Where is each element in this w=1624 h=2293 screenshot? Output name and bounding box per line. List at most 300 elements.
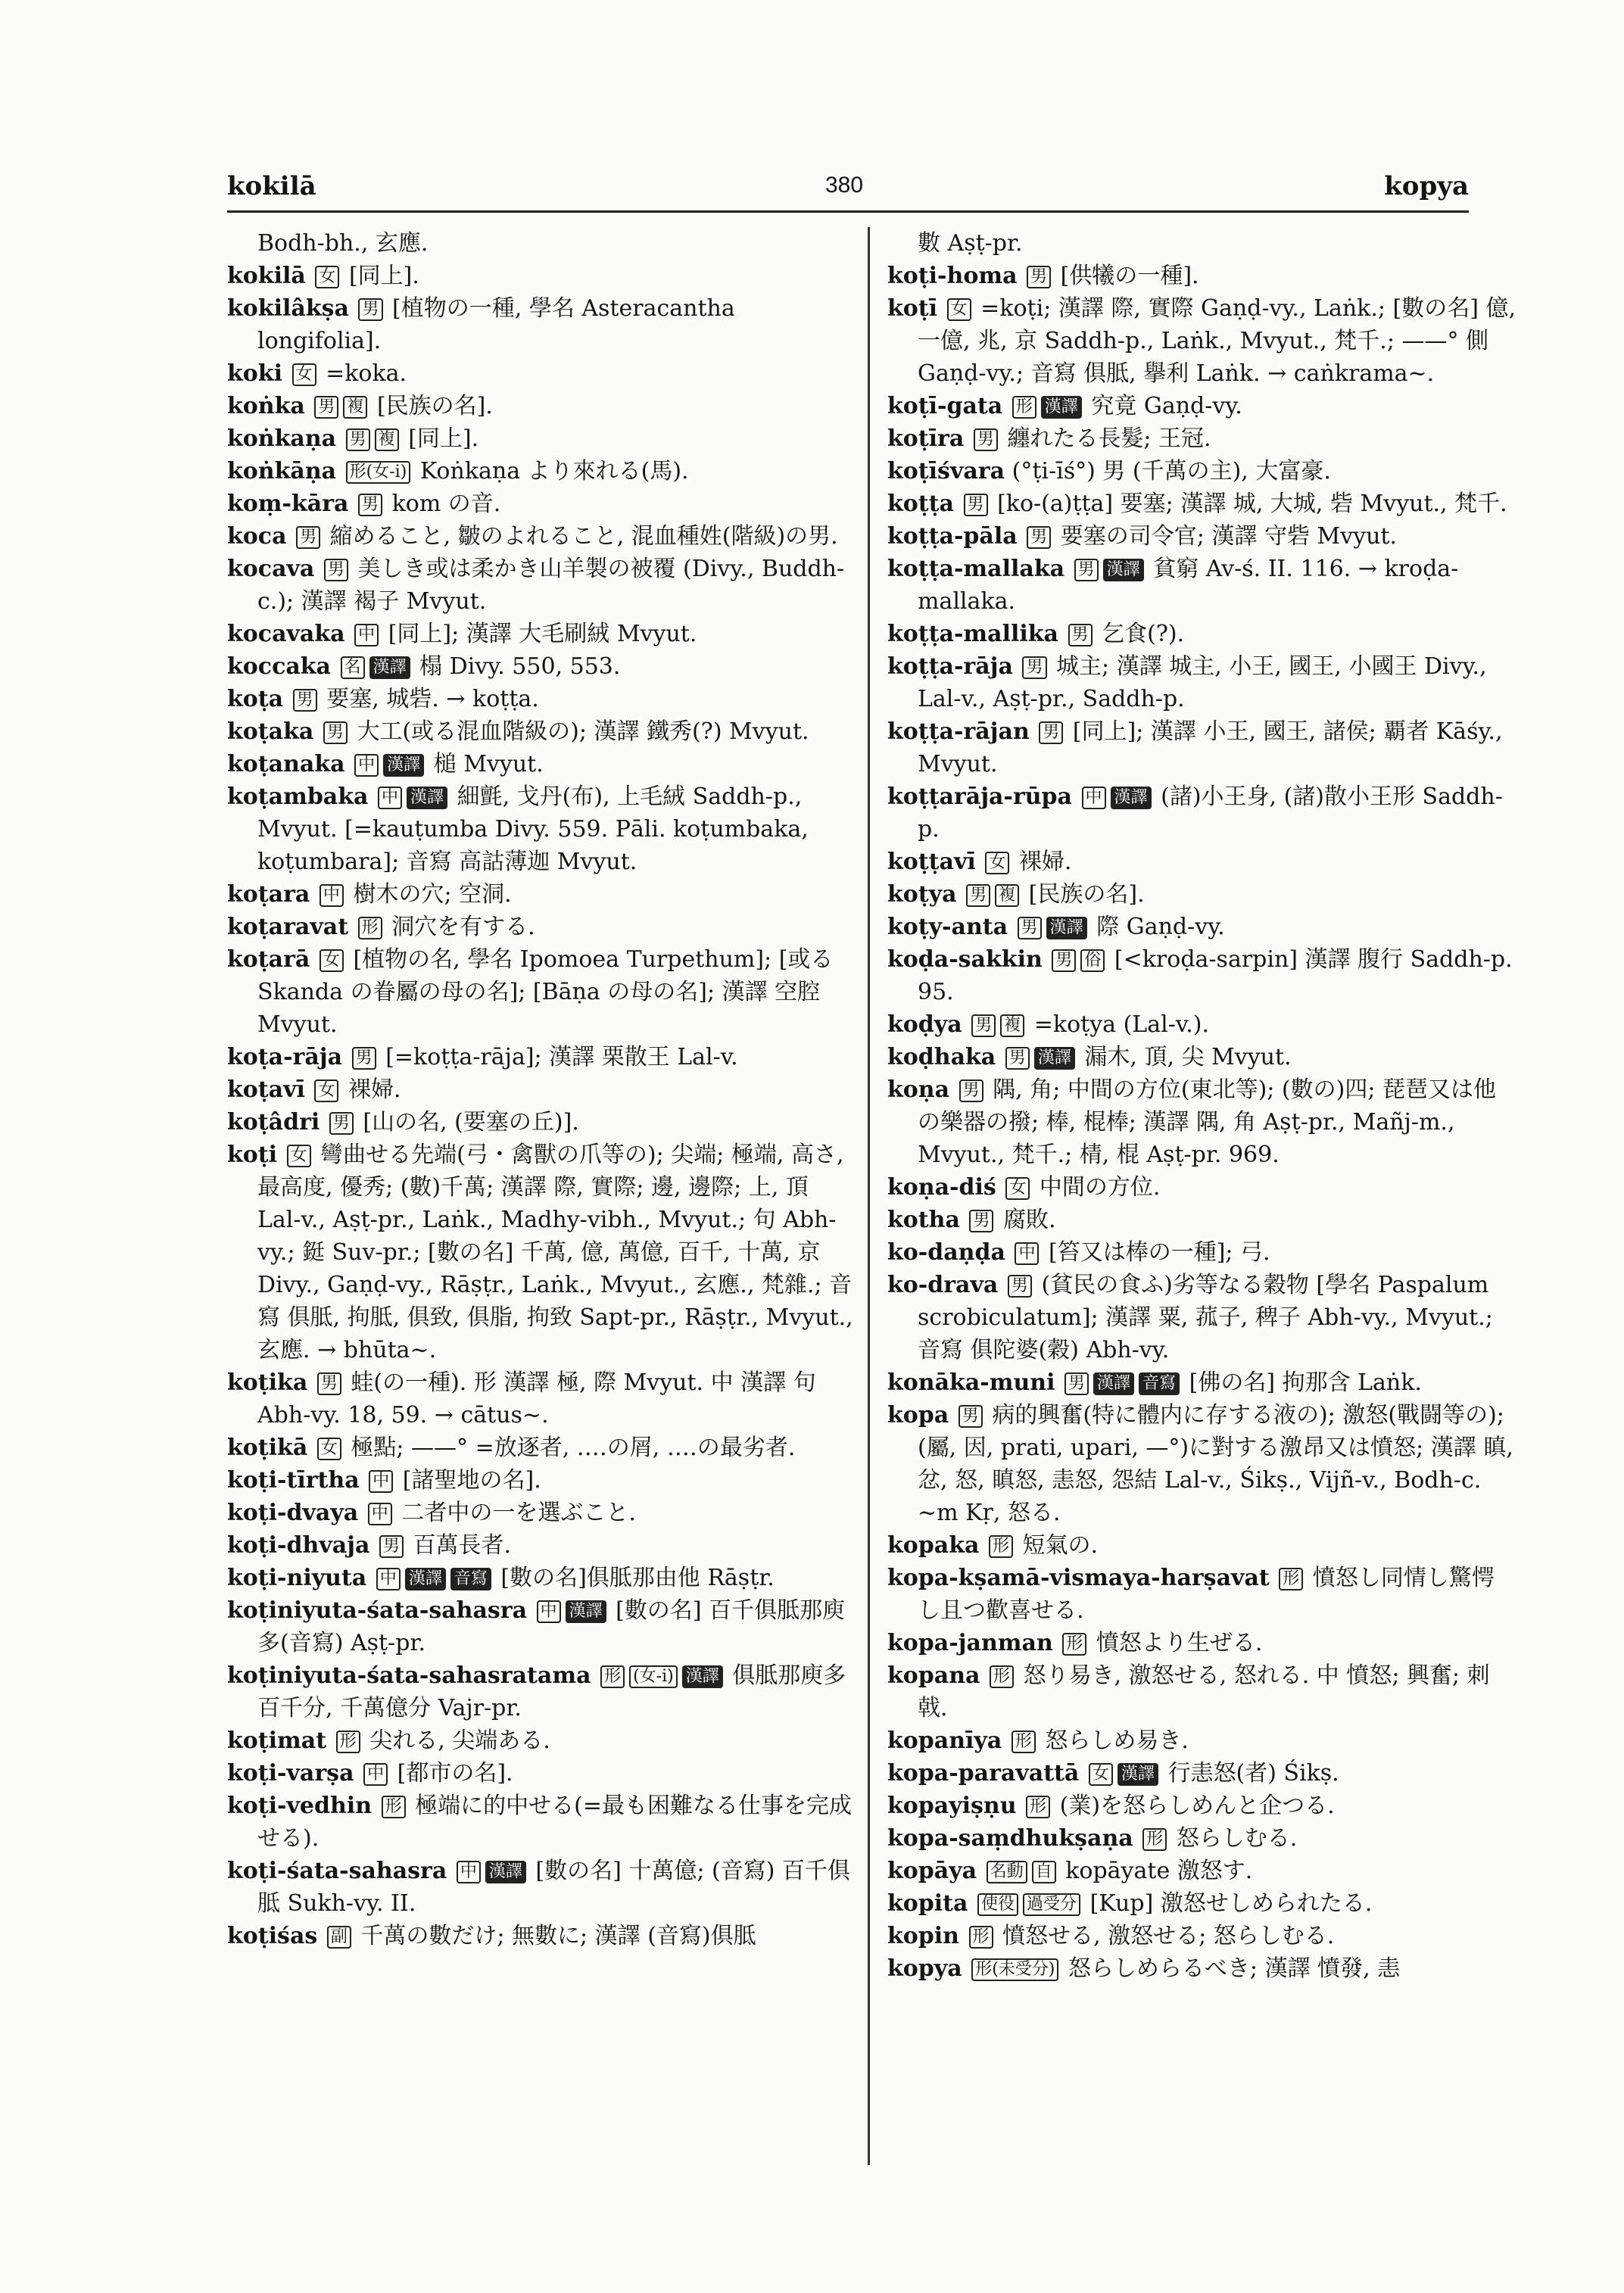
- dictionary-entry: [887, 1562, 1516, 1627]
- definition-text: [供犧の一種].: [1060, 263, 1199, 289]
- dictionary-entry: [227, 260, 856, 292]
- definition-text: 要塞, 城砦. → koṭṭa.: [326, 686, 539, 712]
- headword: koṭarā: [227, 946, 310, 973]
- dictionary-entry: [887, 455, 1516, 488]
- grammar-tag: 中: [368, 1503, 392, 1525]
- grammar-tag: 男: [358, 494, 382, 516]
- page-number: 380: [825, 173, 864, 198]
- definition-text: [民族の名].: [1028, 881, 1145, 908]
- headword: kopita: [887, 1890, 968, 1917]
- grammar-tag: 漢譯: [405, 1568, 446, 1590]
- grammar-tag: 男: [1027, 266, 1051, 288]
- headword: koṭimat: [227, 1728, 327, 1754]
- grammar-tag: 形: [1012, 396, 1036, 419]
- definition-text: 大工(或る混血階級の); 漢譯 鐵秀(?) Mvyut.: [357, 718, 809, 745]
- definition-text: =koṭi; 漢譯 際, 實際 Gaṇḍ-vy., Laṅk.; [數の名] 億, 一億, 兆, 京 Saddh-p., Laṅk., Mvyut., 梵千.; ——° 側 Gaṇḍ-vy.; 音寫 俱胝, 擧利 Laṅk. → caṅkrama~.: [918, 295, 1516, 387]
- grammar-tag: 形: [1062, 1633, 1086, 1656]
- headword: koṭī-gata: [887, 393, 1003, 419]
- dictionary-entry: [227, 1529, 856, 1562]
- dictionary-entry: [227, 1855, 856, 1920]
- headword: koṭiniyuta-śata-sahasratama: [227, 1662, 591, 1689]
- dictionary-entry: [227, 780, 856, 878]
- grammar-tag: 男: [293, 689, 317, 712]
- dictionary-entry: [227, 1790, 856, 1855]
- dictionary-entry: [227, 422, 856, 455]
- dictionary-entry: [227, 650, 856, 683]
- definition-text: (諸)小王身, (諸)散小王形 Saddh-p.: [918, 784, 1503, 843]
- grammar-tag: 中: [378, 787, 402, 809]
- dictionary-entry: [887, 1790, 1516, 1822]
- definition-text: [植物の一種, 學名 Asteracantha longifolia].: [257, 295, 735, 354]
- definition-text: 究竟 Gaṇḍ-vy.: [1091, 393, 1242, 419]
- definition-text: 千萬の數だけ; 無數に; 漢譯 (音寫)俱胝: [360, 1923, 756, 1949]
- dictionary-entry: [887, 1171, 1516, 1204]
- definition-text: 中間の方位.: [1039, 1174, 1161, 1201]
- dictionary-entry: [227, 292, 856, 357]
- definition-text: 極端に的中せる(=最も困難なる仕事を完成せる).: [257, 1793, 852, 1852]
- definition-text: 短氣の.: [1022, 1532, 1099, 1559]
- grammar-tag: 男: [1052, 949, 1076, 972]
- headword: kocavaka: [227, 621, 345, 647]
- headword: koṭi: [227, 1142, 278, 1168]
- dictionary-entry: [227, 748, 856, 780]
- dictionary-entry: [227, 1106, 856, 1139]
- dictionary-entry: [227, 520, 856, 553]
- grammar-tag: 中: [354, 754, 379, 777]
- grammar-tag: 女: [314, 1080, 338, 1102]
- headword: koṭâdri: [227, 1109, 320, 1136]
- dictionary-entry: [227, 1139, 856, 1366]
- definition-text: 極點; ——° =放逐者, ‥‥の屑, ‥‥の最劣者.: [351, 1435, 796, 1461]
- headword: koṭṭa-rājan: [887, 718, 1030, 745]
- grammar-tag: 中: [1082, 787, 1106, 809]
- dictionary-entry: [887, 1366, 1516, 1399]
- headword: kopanīya: [887, 1728, 1002, 1754]
- definition-text: 腐敗.: [1003, 1207, 1056, 1233]
- definition-text: 城主; 漢譯 城主, 小王, 國王, 小國王 Divy., Lal-v., Aṣṭ-pr., Saddh-p.: [918, 653, 1487, 712]
- right-column: [887, 227, 1516, 1985]
- definition-text: 怒らしめ易き.: [1045, 1728, 1189, 1754]
- grammar-tag: 形(未受分): [971, 1958, 1058, 1981]
- headword: koṭīra: [887, 425, 965, 452]
- headword: koṭi-tīrtha: [227, 1467, 360, 1494]
- grammar-tag: 女: [315, 266, 339, 288]
- grammar-tag: 漢譯: [1034, 1047, 1075, 1070]
- headword: koṭṭarāja-rūpa: [887, 784, 1072, 810]
- dictionary-entry: [887, 227, 1516, 260]
- headword: konāka-muni: [887, 1369, 1055, 1396]
- headword: koṭi-śata-sahasra: [227, 1858, 447, 1884]
- headword: koca: [227, 523, 287, 550]
- grammar-tag: 男: [346, 428, 370, 451]
- grammar-tag: 女: [1089, 1763, 1113, 1786]
- dictionary-entry: [887, 488, 1516, 520]
- grammar-tag: 漢譯: [1117, 1763, 1158, 1786]
- grammar-tag: 男: [317, 1372, 341, 1395]
- dictionary-entry: [227, 1724, 856, 1757]
- definition-text: Bodh-bh., 玄應.: [257, 230, 429, 257]
- definition-text: 病的興奮(特に體内に存する液の); 激怒(戰闘等の); (屬, 因, prati, upari, —°)に對する激昂又は憤怒; 漢譯 瞋, 忿, 怒, 瞋怒, 恚怒, 怨結 Lal-v., Śikṣ., Vijñ-v., Bodh-c. ~m Kṛ, 怒る.: [918, 1402, 1513, 1526]
- definition-text: 槌 Mvyut.: [433, 751, 544, 777]
- grammar-tag: 男: [964, 494, 988, 516]
- dictionary-entry: [887, 422, 1516, 455]
- grammar-tag: 形: [1026, 1796, 1050, 1818]
- definition-text: 彎曲せる先端(弓・禽獸の爪等の); 尖端; 極端, 高さ, 最高度, 優秀; (數)千萬; 漢譯 際, 實際; 邊, 邊際; 上, 頂 Lal-v., Aṣṭ-pr., Laṅk., Madhy-vibh., Mvyut.; 句 Abh-vy.; 鋌 Suv-pr.; [數の名] 千萬, 億, 萬億, 百千, 十萬, 京 Divy., Gaṇḍ-vy., Rāṣṭr., Laṅk., Mvyut., 玄應., 梵雜.; 音寫 俱胝, 拘胝, 俱致, 俱脂, 拘致 Sapt-pr., Rāṣṭr., Mvyut., 玄應. → bhūta~.: [257, 1142, 853, 1363]
- definition-text: (貧民の食ふ)劣等なる穀物 [學名 Paspalum scrobiculatum]; 漢譯 粟, 菰子, 稗子 Abh-vy., Mvyut.; 音寫 俱陀婆(穀) Abh-vy.: [918, 1272, 1493, 1363]
- dictionary-entry: [227, 715, 856, 748]
- dictionary-entry: [227, 943, 856, 1041]
- headword: koṇa-diś: [887, 1174, 996, 1201]
- dictionary-entry: [227, 683, 856, 715]
- grammar-tag: 過受分: [1023, 1893, 1080, 1916]
- grammar-tag: 形: [382, 1796, 406, 1818]
- definition-text: 憤怒より生ぜる.: [1096, 1630, 1263, 1656]
- dictionary-entry: [887, 618, 1516, 650]
- definition-text: 洞穴を有する.: [391, 914, 535, 940]
- headword: kopayiṣṇu: [887, 1793, 1017, 1819]
- grammar-tag: 中: [369, 1470, 393, 1493]
- headword: koṭiniyuta-śata-sahasra: [227, 1597, 528, 1624]
- headword: koṭikā: [227, 1435, 308, 1461]
- dictionary-entry: [227, 1757, 856, 1790]
- grammar-tag: 音寫: [450, 1568, 491, 1590]
- grammar-tag: 複: [995, 884, 1019, 907]
- definition-text: [民族の名].: [376, 393, 493, 419]
- dictionary-entry: [227, 1432, 856, 1464]
- headword: koṭiśas: [227, 1923, 318, 1949]
- dictionary-entry: [227, 1041, 856, 1073]
- headword: koṭy-anta: [887, 914, 1008, 940]
- grammar-tag: 女: [320, 949, 344, 972]
- dictionary-entry: [887, 390, 1516, 422]
- grammar-tag: 漢譯: [383, 754, 424, 777]
- dictionary-entry: [887, 1887, 1516, 1920]
- headword: koṭaka: [227, 718, 314, 745]
- definition-text: 二者中の一を選ぶこと.: [401, 1500, 636, 1526]
- definition-text: 細氈, 戈丹(布), 上毛絨 Saddh-p., Mvyut. [=kauṭumba Divy. 559. Pāli. koṭumbaka, koṭumbara]; 音寫 高詁薄迦 Mvyut.: [257, 784, 809, 875]
- dictionary-entry: [227, 1920, 856, 1952]
- grammar-tag: 形: [1279, 1568, 1303, 1590]
- definition-text: [同上]; 漢譯 大毛刷絨 Mvyut.: [388, 621, 697, 647]
- definition-text: =koṭya (Lal-v.).: [1033, 1011, 1209, 1038]
- definition-text: 蛙(の一種). 形 漢譯 極, 際 Mvyut. 中 漢譯 句 Abh-vy. 18, 59. → cātus~.: [257, 1369, 816, 1428]
- definition-text: 尖れる, 尖端ある.: [369, 1728, 550, 1754]
- definition-text: 貧窮 Av-ś. II. 116. → kroḍa-mallaka.: [918, 556, 1459, 615]
- right-guide-word: kopya: [1384, 171, 1469, 201]
- definition-text: 俱胝那庾多百千分, 千萬億分 Vajr-pr.: [257, 1662, 846, 1721]
- headword: koṅkaṇa: [227, 425, 337, 452]
- headword: koṭṭa-mallaka: [887, 556, 1065, 582]
- headword: koḍhaka: [887, 1044, 996, 1070]
- grammar-tag: 男: [329, 1112, 354, 1135]
- headword: koṭī: [887, 295, 938, 322]
- definition-text: [植物の名, 學名 Ipomoea Turpethum]; [或る Skanda の眷屬の母の名]; [Bāṇa の母の名]; 漢譯 空腔 Mvyut.: [257, 946, 834, 1038]
- grammar-tag: 男: [314, 396, 338, 419]
- grammar-tag: 女: [287, 1145, 311, 1167]
- definition-text: 隅, 角; 中間の方位(東北等); (數の)四; 琵琶又は他の樂器の撥; 棒, 棍棒; 漢譯 隅, 角 Aṣṭ-pr., Mañj-m., Mvyut., 梵千.; 棈, 棍 Aṣṭ-pr. 969.: [918, 1076, 1496, 1168]
- dictionary-entry: [887, 1529, 1516, 1562]
- grammar-tag: 男: [296, 526, 320, 549]
- grammar-tag: 男: [352, 1047, 376, 1070]
- dictionary-entry: [227, 911, 856, 943]
- headword: kopa-saṃdhukṣaṇa: [887, 1825, 1133, 1852]
- grammar-tag: 中: [354, 624, 379, 646]
- grammar-tag: 女: [947, 298, 971, 321]
- dictionary-entry: [887, 1659, 1516, 1724]
- dictionary-entry: [887, 1952, 1516, 1985]
- definition-text: 裸婦.: [1018, 849, 1072, 875]
- grammar-tag: 形(女-i): [346, 461, 411, 484]
- headword: koḍa-sakkin: [887, 946, 1043, 973]
- headword: koṭi-homa: [887, 263, 1018, 289]
- left-column: [227, 227, 856, 1952]
- grammar-tag: 男: [1039, 721, 1063, 744]
- definition-text: kom の音.: [391, 491, 501, 517]
- dictionary-entry: [887, 1204, 1516, 1236]
- definition-text: (°ṭi-īś°) 男 (千萬の主), 大富豪.: [1011, 458, 1331, 484]
- dictionary-entry: [887, 943, 1516, 1008]
- dictionary-entry: [227, 1464, 856, 1497]
- definition-text: 美しき或は柔かき山羊製の被覆 (Divy., Buddh-c.); 漢譯 褐子 Mvyut.: [257, 556, 845, 615]
- headword: koṅka: [227, 393, 305, 419]
- grammar-tag: (女-i): [629, 1665, 678, 1688]
- dictionary-entry: [887, 1627, 1516, 1659]
- grammar-tag: 漢譯: [566, 1600, 606, 1623]
- headword: koṃ-kāra: [227, 491, 349, 517]
- grammar-tag: 男: [1018, 917, 1042, 939]
- dictionary-entry: [887, 780, 1516, 846]
- definition-text: 怒らしめらるべき; 漢譯 憤發, 恚: [1068, 1955, 1401, 1982]
- headword: koṭavī: [227, 1076, 305, 1103]
- definition-text: kopāyate 激怒す.: [1065, 1858, 1253, 1884]
- grammar-tag: 自: [1032, 1861, 1056, 1883]
- definition-text: [同上].: [408, 425, 479, 452]
- grammar-tag: 男: [969, 1210, 993, 1232]
- definition-text: 縮めること, 皺のよれること, 混血種姓(階級)の男.: [329, 523, 838, 550]
- grammar-tag: 男: [379, 1535, 404, 1558]
- grammar-tag: 副: [327, 1926, 351, 1949]
- definition-text: 漏木, 頂, 尖 Mvyut.: [1084, 1044, 1292, 1070]
- grammar-tag: 複: [1000, 1014, 1024, 1037]
- headword: koṇa: [887, 1076, 950, 1103]
- headword: kopin: [887, 1923, 959, 1949]
- grammar-tag: 複: [375, 428, 399, 451]
- headword: koṭṭavī: [887, 849, 976, 875]
- definition-text: [同上].: [348, 263, 419, 289]
- grammar-tag: 女: [292, 363, 316, 386]
- headword: koṭṭa-rāja: [887, 653, 1013, 680]
- definition-text: 樹木の穴; 空洞.: [353, 881, 512, 908]
- grammar-tag: 形: [990, 1665, 1014, 1688]
- dictionary-entry: [887, 911, 1516, 943]
- grammar-tag: 形: [600, 1665, 625, 1688]
- dictionary-entry: [887, 1855, 1516, 1887]
- headword: kopaka: [887, 1532, 980, 1559]
- definition-text: 憤怒せる, 激怒せる; 怒らしむる.: [1002, 1923, 1335, 1949]
- left-guide-word: kokilā: [227, 171, 316, 201]
- dictionary-entry: [227, 553, 856, 618]
- headword: kotha: [887, 1207, 960, 1233]
- headword: ko-daṇḍa: [887, 1239, 1005, 1266]
- headword: koṭi-vedhin: [227, 1793, 372, 1819]
- definition-text: 乞食(?).: [1102, 621, 1185, 647]
- headword: kopāya: [887, 1858, 977, 1884]
- dictionary-entry: [887, 1757, 1516, 1790]
- headword: kopana: [887, 1662, 980, 1689]
- headword: kocava: [227, 556, 315, 582]
- headword: koṭi-varṣa: [227, 1760, 354, 1787]
- definition-text: [ko-(a)ṭṭa] 要塞; 漢譯 城, 大城, 砦 Mvyut., 梵千.: [997, 491, 1507, 517]
- grammar-tag: 中: [457, 1861, 481, 1883]
- definition-text: 裸婦.: [348, 1076, 401, 1103]
- definition-text: [山の名, (要塞の丘)].: [363, 1109, 579, 1136]
- headword: koṭa: [227, 686, 284, 712]
- dictionary-entry: [887, 1724, 1516, 1757]
- definition-text: 數 Aṣṭ-pr.: [918, 230, 1023, 257]
- definition-text: [諸聖地の名].: [402, 1467, 541, 1494]
- grammar-tag: 男: [1022, 656, 1046, 679]
- headword: koṭambaka: [227, 784, 369, 810]
- definition-text: 怒り易き, 激怒せる, 怒れる. 中 憤怒; 興奮; 刺戟.: [918, 1662, 1490, 1721]
- definition-text: 纏れたる長髮; 王冠.: [1007, 425, 1211, 452]
- headword: koccaka: [227, 653, 331, 680]
- grammar-tag: 女: [317, 1438, 341, 1460]
- definition-text: [笞又は棒の一種]; 弓.: [1049, 1239, 1270, 1266]
- grammar-tag: 形: [358, 917, 382, 939]
- grammar-tag: 男: [971, 1014, 996, 1037]
- grammar-tag: 漢譯: [1046, 917, 1087, 939]
- dictionary-entry: [227, 1497, 856, 1529]
- grammar-tag: 形: [1142, 1828, 1167, 1851]
- headword: kopa-janman: [887, 1630, 1053, 1656]
- grammar-tag: 名動: [987, 1861, 1027, 1883]
- definition-text: 要塞の司令官; 漢譯 守砦 Mvyut.: [1060, 523, 1398, 550]
- headword: kopya: [887, 1955, 962, 1982]
- header-rule: [227, 210, 1469, 213]
- dictionary-entry: [887, 1073, 1516, 1171]
- grammar-tag: 男: [1064, 1372, 1089, 1395]
- grammar-tag: 形: [969, 1926, 993, 1949]
- grammar-tag: 中: [320, 884, 344, 907]
- grammar-tag: 男: [1074, 559, 1099, 581]
- dictionary-entry: [887, 1399, 1516, 1529]
- definition-text: [=koṭṭa-rāja]; 漢譯 栗散王 Lal-v.: [385, 1044, 738, 1070]
- definition-text: [<kroḍa-sarpin] 漢譯 腹行 Saddh-p. 95.: [918, 946, 1513, 1005]
- definition-text: [數の名] 十萬億; (音寫) 百千俱胝 Sukh-vy. II.: [257, 1858, 850, 1917]
- dictionary-entry: [227, 227, 856, 260]
- headword: koki: [227, 360, 282, 387]
- definition-text: [同上]; 漢譯 小王, 國王, 諸侯; 覇者 Kāśy., Mvyut.: [918, 718, 1503, 777]
- headword: kokilâkṣa: [227, 295, 349, 322]
- grammar-tag: 漢譯: [1041, 396, 1082, 419]
- dictionary-entry: [887, 292, 1516, 390]
- headword: koṭi-dvaya: [227, 1500, 359, 1526]
- grammar-tag: 漢譯: [407, 787, 447, 809]
- dictionary-entry: [887, 1822, 1516, 1855]
- definition-text: 行恚怒(者) Śikṣ.: [1167, 1760, 1339, 1787]
- grammar-tag: 音寫: [1139, 1372, 1180, 1395]
- grammar-tag: 男: [966, 884, 990, 907]
- grammar-tag: 俗: [1080, 949, 1105, 972]
- grammar-tag: 男: [959, 1405, 983, 1428]
- definition-text: =koka.: [326, 360, 407, 387]
- grammar-tag: 使役: [977, 1893, 1018, 1916]
- definition-text: 榻 Divy. 550, 553.: [419, 653, 621, 680]
- dictionary-entry: [227, 878, 856, 911]
- definition-text: 憤怒し同情し驚愕し且つ歡喜せる.: [918, 1565, 1495, 1624]
- headword: kopa: [887, 1402, 949, 1428]
- grammar-tag: 中: [537, 1600, 561, 1623]
- grammar-tag: 形: [989, 1535, 1013, 1558]
- definition-text: [都市の名].: [397, 1760, 513, 1787]
- dictionary-entry: [887, 1008, 1516, 1041]
- grammar-tag: 男: [1008, 1275, 1032, 1298]
- dictionary-entry: [887, 260, 1516, 292]
- headword: koṭika: [227, 1369, 308, 1396]
- grammar-tag: 中: [1015, 1242, 1039, 1265]
- grammar-tag: 漢譯: [1103, 559, 1144, 581]
- definition-text: (業)を怒らしめんと企つる.: [1059, 1793, 1335, 1819]
- dictionary-entry: [887, 715, 1516, 780]
- headword: ko-drava: [887, 1272, 999, 1298]
- definition-text: 際 Gaṇḍ-vy.: [1096, 914, 1225, 940]
- grammar-tag: 漢譯: [1111, 787, 1152, 809]
- grammar-tag: 形: [1011, 1731, 1036, 1753]
- headword: kopa-paravattā: [887, 1760, 1080, 1787]
- definition-text: [佛の名] 拘那含 Laṅk.: [1189, 1369, 1422, 1396]
- dictionary-entry: [227, 357, 856, 390]
- grammar-tag: 中: [376, 1568, 401, 1590]
- headword: koṭara: [227, 881, 310, 908]
- dictionary-entry: [227, 390, 856, 422]
- headword: koṭa-rāja: [227, 1044, 343, 1070]
- column-divider: [868, 227, 870, 2165]
- headword: kopa-kṣamā-vismaya-harṣavat: [887, 1565, 1270, 1591]
- dictionary-entry: [227, 488, 856, 520]
- definition-text: [Kup] 激怒せしめられたる.: [1089, 1890, 1373, 1917]
- dictionary-entry: [227, 1073, 856, 1106]
- headword: koṅkāṇa: [227, 458, 337, 484]
- grammar-tag: 男: [959, 1080, 983, 1102]
- definition-text: 怒らしむる.: [1176, 1825, 1298, 1852]
- headword: koḍya: [887, 1011, 962, 1038]
- page-header: [227, 171, 1469, 217]
- dictionary-entry: [887, 1041, 1516, 1073]
- dictionary-entry: [227, 455, 856, 488]
- dictionary-entry: [887, 1269, 1516, 1366]
- headword: koṭṭa: [887, 491, 954, 517]
- grammar-tag: 女: [985, 852, 1009, 874]
- grammar-tag: 漢譯: [682, 1665, 723, 1688]
- dictionary-entry: [227, 618, 856, 650]
- definition-text: [數の名] 百千俱胝那庾多(音寫) Aṣṭ-pr.: [257, 1597, 846, 1656]
- definition-text: Koṅkaṇa より來れる(馬).: [419, 458, 689, 484]
- headword: koṭaravat: [227, 914, 349, 940]
- grammar-tag: 男: [1005, 1047, 1030, 1070]
- grammar-tag: 漢譯: [485, 1861, 526, 1883]
- grammar-tag: 女: [1005, 1177, 1030, 1200]
- dictionary-entry: [887, 520, 1516, 553]
- headword: koṭṭa-mallika: [887, 621, 1058, 647]
- grammar-tag: 男: [1027, 526, 1051, 549]
- grammar-tag: 男: [324, 559, 348, 581]
- headword: koṭīśvara: [887, 458, 1005, 484]
- headword: koṭi-dhvaja: [227, 1532, 370, 1559]
- headword: koṭya: [887, 881, 957, 908]
- headword: kokilā: [227, 263, 306, 289]
- dictionary-entry: [887, 846, 1516, 878]
- dictionary-entry: [887, 1236, 1516, 1269]
